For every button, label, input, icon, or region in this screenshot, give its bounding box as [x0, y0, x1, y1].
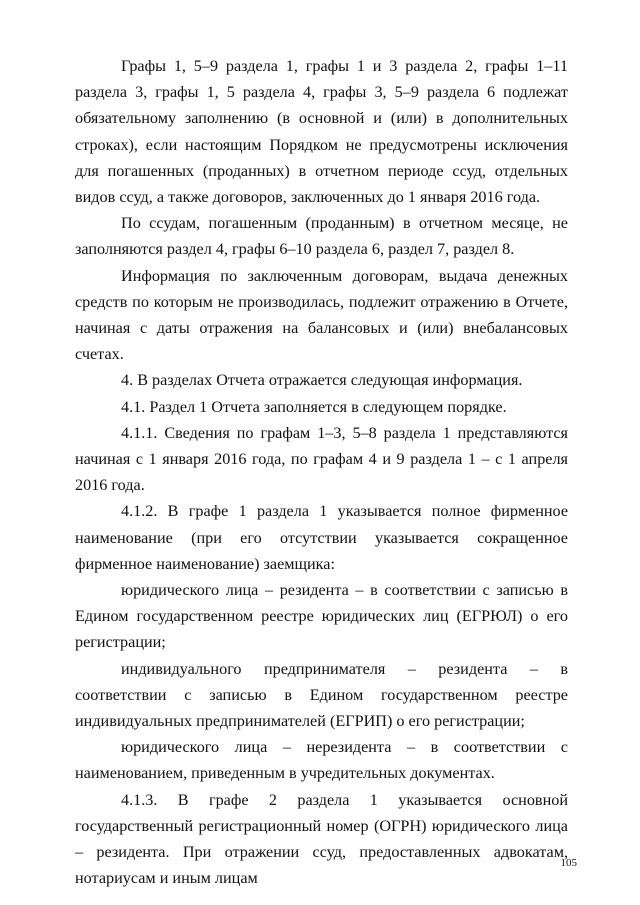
paragraph-4: 4. В разделах Отчета отражается следующая информация.: [121, 371, 523, 390]
paragraph-3: Информация по заключенным договорам, выдача денежных средств по которым не производилась, подлежит отражению в Отчете, начиная с даты отражения на балансовых и (или) внебалансовых счетах.: [75, 266, 568, 364]
document-body: [75, 53, 568, 892]
paragraph-7: 4.1.2. В графе 1 раздела 1 указывается полное фирменное наименование (при его отсутствии указывается сокращенное фирменное наименование) заемщика:: [75, 502, 568, 573]
paragraph-10: юридического лица – нерезидента – в соответствии с наименованием, приведенным в учредительных документах.: [75, 738, 568, 783]
paragraph-1: Графы 1, 5–9 раздела 1, графы 1 и 3 раздела 2, графы 1–11 раздела 3, графы 1, 5 раздела 4, графы 3, 5–9 раздела 6 подлежат обязательному заполнению (в основной и (или) в дополнительных строках), если настоящим Порядком не предусмотрены исключения для погашенных (проданных) в отчетном периоде ссуд, отдельных видов ссуд, а также договоров, заключенных до 1 января 2016 года.: [75, 57, 568, 207]
paragraph-5: 4.1. Раздел 1 Отчета заполняется в следующем порядке.: [121, 397, 507, 416]
page-number: 105: [560, 857, 577, 869]
paragraph-9: индивидуального предпринимателя – резидента – в соответствии с записью в Едином государственном реестре индивидуальных предпринимателей (ЕГРИП) о его регистрации;: [75, 659, 568, 731]
paragraph-2: По ссудам, погашенным (проданным) в отчетном месяце, не заполняются раздел 4, графы 6–10 раздела 6, раздел 7, раздел 8.: [75, 214, 568, 259]
paragraph-8: юридического лица – резидента – в соответствии с записью в Едином государственном реестре юридических лиц (ЕГРЮЛ) о его регистрации;: [75, 581, 568, 652]
paragraph-6: 4.1.1. Сведения по графам 1–3, 5–8 раздела 1 представляются начиная с 1 января 2016 года, по графам 4 и 9 раздела 1 – с 1 апреля 2016 года.: [75, 423, 568, 495]
paragraph-11: 4.1.3. В графе 2 раздела 1 указывается основной государственный регистрационный номер (ОГРН) юридического лица – резидента. При отражении ссуд, предоставленных адвокатам, нотариусам и иным лицам: [75, 790, 568, 888]
